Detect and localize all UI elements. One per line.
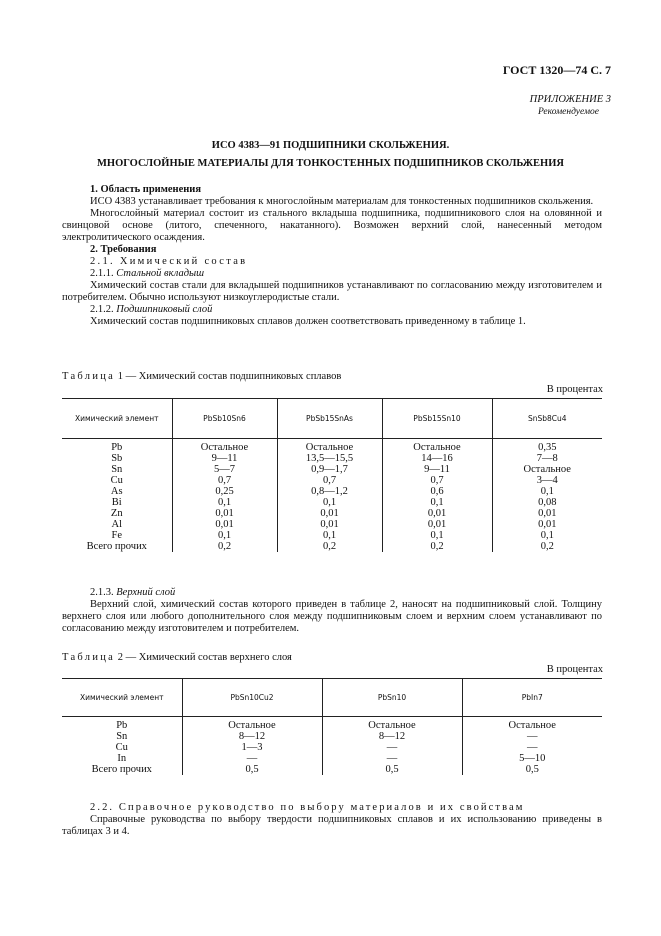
table-2-caption-prefix: Таблица <box>62 652 116 663</box>
table-1-head-col: SnSb8Cu4 <box>492 399 602 439</box>
section-2-1-3-heading <box>62 587 602 599</box>
value-cell: 0,01 <box>382 508 492 519</box>
value-cell: 0,8—1,2 <box>277 486 382 497</box>
section-2-heading: 2. Требования <box>90 244 157 255</box>
value-cell: 0,1 <box>277 497 382 508</box>
element-cell: Bi <box>111 497 122 508</box>
section-2-2 <box>62 802 602 838</box>
section-2-1-heading <box>62 256 602 268</box>
section-2-1-1-heading <box>62 268 602 280</box>
section-2-2-heading <box>62 802 602 814</box>
table-row <box>62 439 602 454</box>
value-cell: Остальное <box>172 439 277 454</box>
value-cell: 0,2 <box>382 541 492 552</box>
value-cell: Остальное <box>382 439 492 454</box>
table-2-body <box>62 717 602 776</box>
section-1 <box>62 184 602 328</box>
element-cell: Pb <box>111 442 123 453</box>
table-1-head-col: PbSb15Sn10 <box>382 399 492 439</box>
value-cell: 0,2 <box>172 541 277 552</box>
element-cell: Cu <box>110 475 123 486</box>
table-2-head-element: Химический элемент <box>62 679 182 717</box>
value-cell: — <box>322 742 462 753</box>
element-cell: Sn <box>111 464 123 475</box>
table-2-unit: В процентах <box>546 664 603 675</box>
table-row <box>62 519 602 530</box>
table-row <box>62 475 602 486</box>
value-cell: 0,9—1,7 <box>277 464 382 475</box>
standard-title: ИСО 4383—91 ПОДШИПНИКИ СКОЛЬЖЕНИЯ. <box>211 140 450 151</box>
table-row <box>62 464 602 475</box>
value-cell: 1—3 <box>182 742 322 753</box>
value-cell: 9—11 <box>382 464 492 475</box>
value-cell: — <box>182 753 322 764</box>
document-reference: ГОСТ 1320—74 С. 7 <box>502 63 611 77</box>
table-row <box>62 486 602 497</box>
section-2-1-1-title: Стальной вкладыш <box>116 268 205 279</box>
element-cell: As <box>110 486 123 497</box>
value-cell: 0,7 <box>382 475 492 486</box>
table-1-head-col: PbSb10Sn6 <box>172 399 277 439</box>
table-2-caption <box>62 652 292 664</box>
value-cell: 0,5 <box>322 764 462 775</box>
value-cell: 14—16 <box>382 453 492 464</box>
value-cell: 0,25 <box>172 486 277 497</box>
element-cell: Всего прочих <box>86 541 147 552</box>
table-1-head-element: Химический элемент <box>62 399 172 439</box>
section-2-1-3-title: Верхний слой <box>116 587 176 598</box>
table-1-caption-text: 1 — Химический состав подшипниковых сплавов <box>115 371 342 382</box>
value-cell: 3—4 <box>492 475 602 486</box>
value-cell: 0,2 <box>277 541 382 552</box>
value-cell: 0,01 <box>277 519 382 530</box>
value-cell: 0,08 <box>492 497 602 508</box>
value-cell: 0,01 <box>382 519 492 530</box>
value-cell: 0,01 <box>277 508 382 519</box>
value-cell: — <box>462 731 602 742</box>
table-2 <box>62 678 602 775</box>
section-2-2-text: Справочные руководства по выбору твердости подшипниковых сплавов и их использованию приведены в таблицах 3 и 4. <box>62 814 602 837</box>
value-cell: 0,1 <box>382 497 492 508</box>
table-row <box>62 541 602 552</box>
value-cell: Остальное <box>462 717 602 732</box>
table-row <box>62 497 602 508</box>
element-cell: Всего прочих <box>91 764 152 775</box>
table-1-body <box>62 439 602 553</box>
element-cell: Sb <box>111 453 123 464</box>
value-cell: 0,01 <box>172 519 277 530</box>
section-2-1-label: 2.1. Химический состав <box>90 256 248 267</box>
element-cell: Zn <box>110 508 123 519</box>
value-cell: 0,1 <box>382 530 492 541</box>
value-cell: 5—10 <box>462 753 602 764</box>
table-2-head-col: PbSn10Cu2 <box>182 679 322 717</box>
section-2-1-1-number: 2.1.1. <box>90 268 114 279</box>
table-row <box>62 717 602 732</box>
value-cell: 5—7 <box>172 464 277 475</box>
table-1-caption-prefix: Таблица <box>62 371 116 382</box>
section-1-paragraph-1: ИСО 4383 устанавливает требования к многослойным материалам для тонкостенных подшипников скольжения. <box>90 196 594 207</box>
value-cell: 7—8 <box>492 453 602 464</box>
value-cell: 0,1 <box>492 530 602 541</box>
element-cell: Fe <box>111 530 122 541</box>
value-cell: 0,6 <box>382 486 492 497</box>
value-cell: 13,5—15,5 <box>277 453 382 464</box>
table-row <box>62 731 602 742</box>
table-2-head-col: PbSn10 <box>322 679 462 717</box>
value-cell: 0,1 <box>172 497 277 508</box>
table-row <box>62 530 602 541</box>
value-cell: 0,01 <box>172 508 277 519</box>
value-cell: 9—11 <box>172 453 277 464</box>
value-cell: 8—12 <box>182 731 322 742</box>
value-cell: Остальное <box>182 717 322 732</box>
table-1-caption <box>62 371 341 383</box>
value-cell: 0,35 <box>492 439 602 454</box>
section-1-paragraph-2: Многослойный материал состоит из стального вкладыша подшипника, подшипникового слоя на оловянной и свинцовой основе (литого, спеченного, накатанного). Возможен верхний слой, нанесенный методом электролитического осаждения. <box>62 208 602 243</box>
table-1-head-col: PbSb15SnAs <box>277 399 382 439</box>
element-cell: Cu <box>115 742 128 753</box>
value-cell: Остальное <box>322 717 462 732</box>
value-cell: 0,1 <box>492 486 602 497</box>
value-cell: 0,5 <box>182 764 322 775</box>
document-title: МНОГОСЛОЙНЫЕ МАТЕРИАЛЫ ДЛЯ ТОНКОСТЕННЫХ ПОДШИПНИКОВ СКОЛЬЖЕНИЯ <box>97 158 564 169</box>
table-row <box>62 453 602 464</box>
section-2-1-2-title: Подшипниковый слой <box>116 304 213 315</box>
section-2-1-3-number: 2.1.3. <box>90 587 114 598</box>
table-row <box>62 764 602 775</box>
section-2-1-3-text: Верхний слой, химический состав которого приведен в таблице 2, наносят на подшипниковый слой. Толщину верхнего слоя или любого дополнительного слоя между подшипниковым слоем и верхним слоем устанавливают по согласованию между изготовителем и потребителем. <box>62 599 602 634</box>
table-row <box>62 753 602 764</box>
table-1 <box>62 398 602 552</box>
value-cell: — <box>462 742 602 753</box>
value-cell: 0,01 <box>492 508 602 519</box>
value-cell: Остальное <box>277 439 382 454</box>
value-cell: 0,5 <box>462 764 602 775</box>
table-2-caption-text: 2 — Химический состав верхнего слоя <box>115 652 292 663</box>
table-row <box>62 742 602 753</box>
appendix-status: Рекомендуемое <box>537 107 599 117</box>
value-cell: 0,7 <box>172 475 277 486</box>
value-cell: Остальное <box>492 464 602 475</box>
element-cell: Pb <box>116 720 128 731</box>
element-cell: Sn <box>116 731 128 742</box>
element-cell: In <box>117 753 127 764</box>
value-cell: — <box>322 753 462 764</box>
appendix-label: ПРИЛОЖЕНИЕ 3 <box>529 94 611 105</box>
value-cell: 0,1 <box>172 530 277 541</box>
section-2-1-1-text: Химический состав стали для вкладышей подшипников устанавливают по согласованию между изготовителем и потребителем. Обычно используют низкоуглеродистые стали. <box>62 280 602 303</box>
section-2-1-2-heading <box>62 304 602 316</box>
element-cell: Al <box>111 519 122 530</box>
table-2-head-col: PbIn7 <box>462 679 602 717</box>
section-2-1-2-number: 2.1.2. <box>90 304 114 315</box>
table-1-unit: В процентах <box>546 384 603 395</box>
value-cell: 0,1 <box>277 530 382 541</box>
value-cell: 0,2 <box>492 541 602 552</box>
section-2-1-3 <box>62 587 602 635</box>
value-cell: 0,01 <box>492 519 602 530</box>
table-row <box>62 508 602 519</box>
section-2-2-label: 2.2. Справочное руководство по выбору материалов и их свойствам <box>90 802 525 813</box>
section-2-1-2-text: Химический состав подшипниковых сплавов должен соответствовать приведенному в таблице 1. <box>90 316 526 327</box>
value-cell: 0,7 <box>277 475 382 486</box>
section-1-heading: 1. Область применения <box>90 184 202 195</box>
value-cell: 8—12 <box>322 731 462 742</box>
